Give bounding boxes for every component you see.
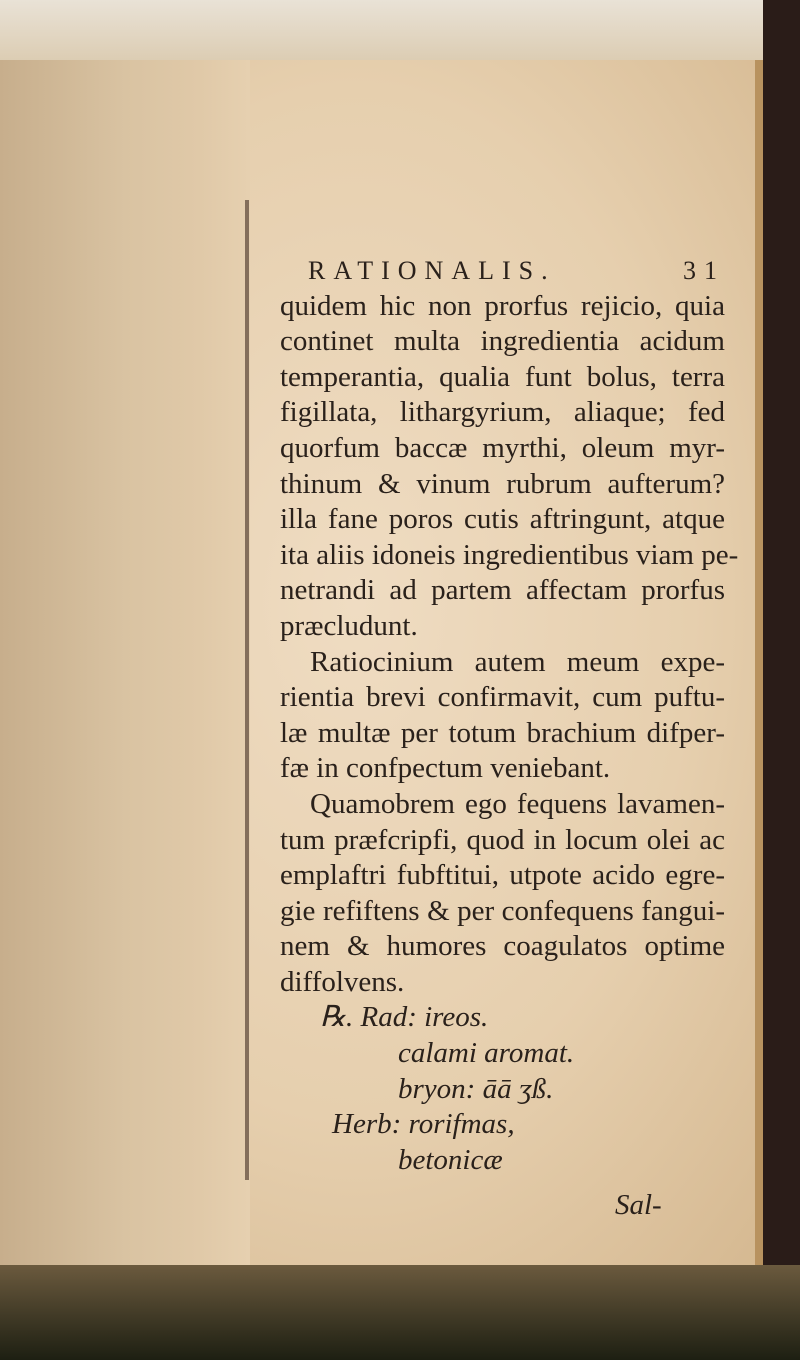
recipe-line: calami aromat.: [398, 1037, 575, 1070]
recipe-line: betonicæ: [398, 1143, 503, 1176]
recipe-line: bryon: āā ʒß.: [398, 1072, 554, 1105]
catchword: Sal-: [615, 1189, 662, 1222]
text-line: figillata, lithargyrium, aliaque; fed: [280, 396, 725, 429]
text-line: gie refiftens & per confequens fangui-: [280, 894, 725, 927]
text-line: thinum & vinum rubrum aufterum?: [280, 467, 725, 500]
text-line: rientia brevi confirmavit, cum puftu-: [280, 681, 725, 714]
scan-background-right: [763, 0, 800, 1360]
recipe-line: ℞. Rad: ireos.: [320, 1001, 489, 1034]
page-text: [280, 253, 739, 1224]
text-line: emplaftri fubftitui, utpote acido egre-: [280, 859, 725, 892]
text-line: fæ in confpectum veniebant.: [280, 752, 611, 785]
page-number: 31: [683, 256, 725, 285]
text-line: continet multa ingredientia acidum: [280, 325, 725, 358]
text-line: quorfum baccæ myrthi, oleum myr-: [280, 431, 725, 464]
text-line: illa fane poros cutis aftringunt, atque: [280, 503, 725, 536]
book-binding-gutter: [0, 60, 250, 1265]
running-title: RATIONALIS.: [308, 256, 556, 285]
text-line: nem & humores coagulatos optime: [280, 930, 725, 963]
page-edge: [755, 60, 763, 1265]
text-line: præcludunt.: [280, 609, 418, 642]
text-line: quidem hic non prorfus rejicio, quia: [280, 289, 725, 322]
text-line: Quamobrem ego fequens lavamen-: [310, 787, 725, 820]
text-line: netrandi ad partem affectam prorfus: [280, 574, 725, 607]
text-line: ita aliis idoneis ingredientibus viam pe-: [280, 538, 739, 571]
text-line: diffolvens.: [280, 965, 405, 998]
text-line: temperantia, qualia funt bolus, terra: [280, 360, 725, 393]
scan-background-bottom: [0, 1265, 800, 1360]
gutter-shadow: [245, 200, 249, 1180]
text-line: tum præfcripfi, quod in locum olei ac: [280, 823, 725, 856]
text-line: Ratiocinium autem meum expe-: [310, 645, 725, 678]
running-header: [280, 253, 725, 289]
text-line: læ multæ per totum brachium difper-: [280, 716, 725, 749]
recipe-line: Herb: rorifmas,: [332, 1108, 515, 1141]
